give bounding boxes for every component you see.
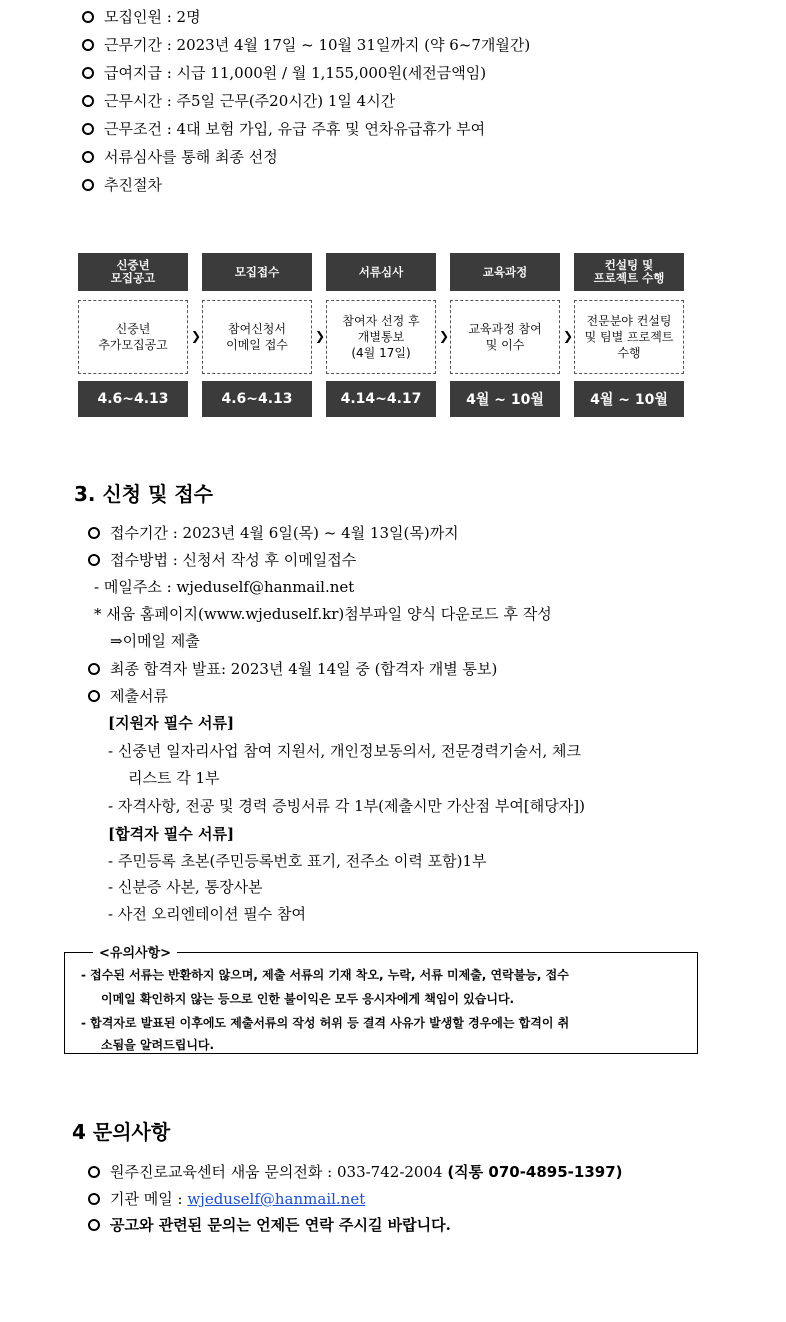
process-arrow-icon: ❯ xyxy=(563,329,574,343)
bullet-circle-icon xyxy=(82,151,94,163)
bullet-circle-icon xyxy=(88,527,100,539)
bullet-text: 모집인원 : 2명 xyxy=(104,8,201,26)
bullet-work-hours xyxy=(82,91,395,111)
contact-email-label: 기관 메일 : xyxy=(110,1190,188,1208)
process-step-2-box: 참여신청서 이메일 접수 xyxy=(202,300,312,374)
applicant-doc-item-2: - 자격사항, 전공 및 경력 증빙서류 각 1부(제출시만 가산점 부여[해당자]) xyxy=(108,797,585,815)
process-step-1-date: 4.6~4.13 xyxy=(78,381,188,417)
bullet-text: 서류심사를 통해 최종 선정 xyxy=(104,148,278,166)
bullet-work-conditions xyxy=(82,119,485,139)
section-4-title: 4 문의사항 xyxy=(72,1120,171,1144)
process-step-1-head: 신중년 모집공고 xyxy=(78,253,188,291)
process-step-5-head: 컨설팅 및 프로젝트 수행 xyxy=(574,253,684,291)
process-step-2-head: 모집접수 xyxy=(202,253,312,291)
bullet-circle-icon xyxy=(88,1219,100,1231)
process-step-3-head: 서류심사 xyxy=(326,253,436,291)
bullet-circle-icon xyxy=(88,1193,100,1205)
bullet-documents xyxy=(88,686,168,706)
bullet-contact-phone xyxy=(88,1162,623,1182)
applicant-doc-item-1b: 리스트 각 1부 xyxy=(128,769,220,787)
apply-note-line-1: * 새움 홈페이지(www.wjeduself.kr)첨부파일 양식 다운로드 후 작성 xyxy=(94,605,552,623)
bullet-text: 추진절차 xyxy=(104,176,162,194)
contact-phone-text: 원주진로교육센터 새움 문의전화 : 033-742-2004 xyxy=(110,1163,448,1181)
bullet-text: 접수방법 : 신청서 작성 후 이메일접수 xyxy=(110,551,357,569)
notice-line-2: 이메일 확인하지 않는 등으로 인한 불이익은 모두 응시자에게 책임이 있습니다. xyxy=(101,992,515,1006)
bullet-circle-icon xyxy=(82,67,94,79)
bullet-text: 최종 합격자 발표: 2023년 4월 14일 중 (합격자 개별 통보) xyxy=(110,660,498,678)
apply-note-line-2: ⇒이메일 제출 xyxy=(110,632,200,650)
applicant-doc-item-1a: - 신중년 일자리사업 참여 지원서, 개인정보동의서, 전문경력기술서, 체크 xyxy=(108,742,581,760)
bullet-circle-icon xyxy=(82,11,94,23)
contact-email-link[interactable]: wjeduself@hanmail.net xyxy=(187,1190,366,1208)
bullet-recruit-count xyxy=(82,7,201,27)
process-step-1-box: 신중년 추가모집공고 xyxy=(78,300,188,374)
bullet-circle-icon xyxy=(88,663,100,675)
process-step-2-date: 4.6~4.13 xyxy=(202,381,312,417)
bullet-circle-icon xyxy=(82,95,94,107)
process-arrow-icon: ❯ xyxy=(315,329,326,343)
process-step-3-box: 참여자 선정 후 개별통보 (4월 17일) xyxy=(326,300,436,374)
process-step-4-date: 4월 ~ 10월 xyxy=(450,381,560,417)
bullet-circle-icon xyxy=(88,554,100,566)
bullet-contact-email xyxy=(88,1189,365,1209)
bullet-selection xyxy=(82,147,278,167)
notice-box xyxy=(64,946,698,1054)
process-step-5-date: 4월 ~ 10월 xyxy=(574,381,684,417)
bullet-text: 근무조건 : 4대 보험 가입, 유급 주휴 및 연차유급휴가 부여 xyxy=(104,120,486,138)
bullet-circle-icon xyxy=(88,690,100,702)
process-step-4-head: 교육과정 xyxy=(450,253,560,291)
apply-email-line: - 메일주소 : wjeduself@hanmail.net xyxy=(94,578,355,596)
process-step-5-box: 전문분야 컨설팅 및 팀별 프로젝트 수행 xyxy=(574,300,684,374)
bullet-apply-period xyxy=(88,523,459,543)
bullet-closing xyxy=(88,1215,451,1235)
notice-line-1: - 접수된 서류는 반환하지 않으며, 제출 서류의 기재 착오, 누락, 서류 미제출, 연락불능, 접수 xyxy=(81,968,569,982)
passer-doc-item-1: - 주민등록 초본(주민등록번호 표기, 전주소 이력 포함)1부 xyxy=(108,852,487,870)
bullet-text: 제출서류 xyxy=(110,687,168,705)
process-step-3-date: 4.14~4.17 xyxy=(326,381,436,417)
passer-doc-item-3: - 사전 오리엔테이션 필수 참여 xyxy=(108,905,307,923)
notice-line-4: 소됨을 알려드립니다. xyxy=(101,1038,215,1052)
bullet-text: 근무기간 : 2023년 4월 17일 ~ 10월 31일까지 (약 6~7개월간) xyxy=(104,36,531,54)
bullet-circle-icon xyxy=(82,179,94,191)
bullet-pay xyxy=(82,63,486,83)
bullet-text: 접수기간 : 2023년 4월 6일(목) ~ 4월 13일(목)까지 xyxy=(110,524,459,542)
bullet-circle-icon xyxy=(82,39,94,51)
bullet-announce xyxy=(88,659,497,679)
contact-direct-phone: (직통 070-4895-1397) xyxy=(447,1163,623,1181)
section-3-title: 3. 신청 및 접수 xyxy=(74,482,214,506)
process-arrow-icon: ❯ xyxy=(439,329,450,343)
bullet-procedure xyxy=(82,175,162,195)
applicant-docs-title: [지원자 필수 서류] xyxy=(108,714,235,732)
bullet-apply-method xyxy=(88,550,356,570)
notice-line-3: - 합격자로 발표된 이후에도 제출서류의 작성 허위 등 결격 사유가 발생할 경우에는 합격이 취 xyxy=(81,1016,570,1030)
bullet-circle-icon xyxy=(88,1166,100,1178)
bullet-circle-icon xyxy=(82,123,94,135)
notice-title: <유의사항> xyxy=(93,942,177,961)
bullet-work-period xyxy=(82,35,530,55)
closing-text: 공고와 관련된 문의는 언제든 연락 주시길 바랍니다. xyxy=(110,1216,451,1234)
process-arrow-icon: ❯ xyxy=(191,329,202,343)
passer-docs-title: [합격자 필수 서류] xyxy=(108,825,235,843)
process-step-4-box: 교육과정 참여 및 이수 xyxy=(450,300,560,374)
bullet-text: 근무시간 : 주5일 근무(주20시간) 1일 4시간 xyxy=(104,92,396,110)
passer-doc-item-2: - 신분증 사본, 통장사본 xyxy=(108,878,263,896)
bullet-text: 급여지급 : 시급 11,000원 / 월 1,155,000원(세전금액임) xyxy=(104,64,487,82)
